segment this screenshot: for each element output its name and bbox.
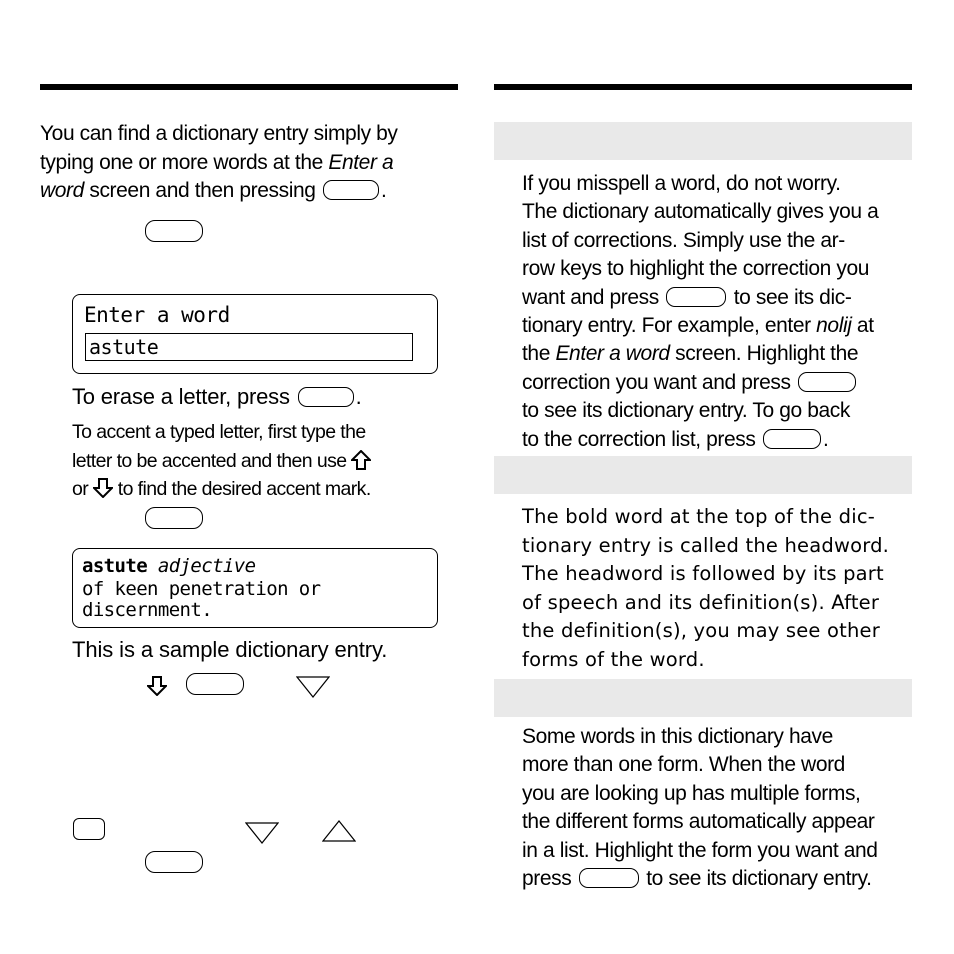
para3-line: Some words in this dictionary have	[522, 725, 833, 748]
intro-line-3: screen and then pressing	[83, 179, 322, 202]
key-icon-4	[145, 851, 203, 873]
up-arrow-icon	[351, 450, 371, 470]
lcd-part-of-speech: adjective	[157, 555, 256, 577]
triangle-down-icon-2	[245, 822, 279, 844]
para2-line: The bold word at the top of the dic-	[522, 505, 875, 528]
intro-line-2: typing one or more words at the	[40, 150, 329, 174]
headword-paragraph	[522, 503, 922, 675]
enter-key-icon	[798, 372, 856, 392]
lcd-headword: astute	[82, 555, 148, 577]
intro-period: .	[381, 179, 387, 202]
key-icon-3	[186, 673, 244, 695]
right-column-top-rule	[494, 84, 912, 90]
triangle-up-icon	[322, 820, 356, 842]
para1-line-9: to see its dictionary entry. To go back	[522, 399, 850, 423]
lcd-prompt: Enter a word	[84, 303, 230, 327]
section-band-2	[494, 456, 912, 494]
section-band-1	[494, 122, 912, 160]
key-icon-2	[145, 507, 203, 529]
accent-instruction	[72, 418, 472, 504]
accent-line-3: to find the desired accent mark.	[112, 478, 371, 500]
lcd-screen-enter-word	[72, 294, 438, 374]
para1-line-7b: screen. Highlight the	[669, 342, 859, 366]
para2-line: forms of the word.	[522, 647, 705, 671]
lcd-entry-line-1	[82, 555, 255, 577]
lcd-input-box	[85, 333, 413, 361]
para3-line: in a list. Highlight the form you want and	[522, 838, 878, 862]
accent-line-2: letter to be accented and then use	[72, 449, 347, 472]
para1-line-5b: to see its dic-	[728, 285, 852, 309]
key-icon	[145, 220, 203, 242]
back-key-icon	[763, 429, 821, 449]
erase-text: To erase a letter, press	[72, 384, 296, 409]
erase-period: .	[355, 384, 362, 409]
example-word-nolij: nolij	[816, 314, 852, 338]
intro-enter-a-emphasis: Enter a	[328, 150, 394, 174]
para2-line: The headword is followed by its part	[522, 562, 884, 586]
sample-caption: This is a sample dictionary entry.	[72, 637, 388, 662]
lcd-entry-line-3: discernment.	[82, 599, 213, 621]
para1-line: If you misspell a word, do not worry.	[522, 172, 841, 195]
para1-line: row keys to highlight the correction you	[522, 257, 870, 281]
para3-line: more than one form. When the word	[522, 753, 845, 777]
para2-line: tionary entry is called the headword.	[522, 533, 890, 557]
para3-line-6a: press	[522, 867, 577, 891]
intro-line-1: You can find a dictionary entry simply by	[40, 122, 398, 145]
para3-line: the different forms automatically appear	[522, 810, 875, 834]
forms-paragraph	[522, 723, 922, 893]
down-arrow-icon	[93, 478, 113, 498]
para1-line-5a: want and press	[522, 285, 665, 309]
para1-line-10: to the correction list, press	[522, 427, 761, 451]
lcd-entry-line-2: of keen penetration or	[82, 578, 321, 600]
section-band-3	[494, 679, 912, 717]
lcd-input-text: astute	[89, 335, 159, 359]
enter-a-word-emphasis: Enter a word	[555, 342, 670, 366]
para1-line: The dictionary automatically gives you a	[522, 200, 879, 224]
erase-instruction	[72, 383, 452, 412]
enter-key-icon	[579, 868, 639, 888]
para1-line-8: correction you want and press	[522, 370, 796, 394]
intro-paragraph	[40, 120, 460, 206]
triangle-down-icon	[296, 676, 330, 698]
back-key-icon	[298, 387, 354, 407]
para2-line: the definition(s), you may see other	[522, 619, 880, 643]
misspelling-paragraph	[522, 170, 922, 454]
para3-line-6b: to see its dictionary entry.	[640, 867, 872, 891]
enter-key-icon	[323, 180, 379, 200]
accent-line-1: To accent a typed letter, first type the	[72, 421, 366, 443]
para1-line-6a: tionary entry. For example, enter	[522, 314, 817, 338]
accent-line-3-pre: or	[72, 478, 93, 500]
para3-line: you are looking up has multiple forms,	[522, 781, 861, 805]
para1-line-6b: at	[851, 314, 874, 338]
para1-line: list of corrections. Simply use the ar-	[522, 228, 845, 252]
intro-word-emphasis: word	[40, 179, 84, 202]
down-arrow-icon	[147, 676, 167, 696]
small-key-icon	[73, 818, 105, 840]
para1-period: .	[822, 427, 829, 451]
para2-line: of speech and its definition(s). After	[522, 590, 880, 614]
lcd-screen-entry	[72, 548, 438, 628]
left-column-top-rule	[40, 84, 458, 90]
para1-line-7a: the	[522, 342, 556, 366]
enter-key-icon	[666, 287, 726, 307]
